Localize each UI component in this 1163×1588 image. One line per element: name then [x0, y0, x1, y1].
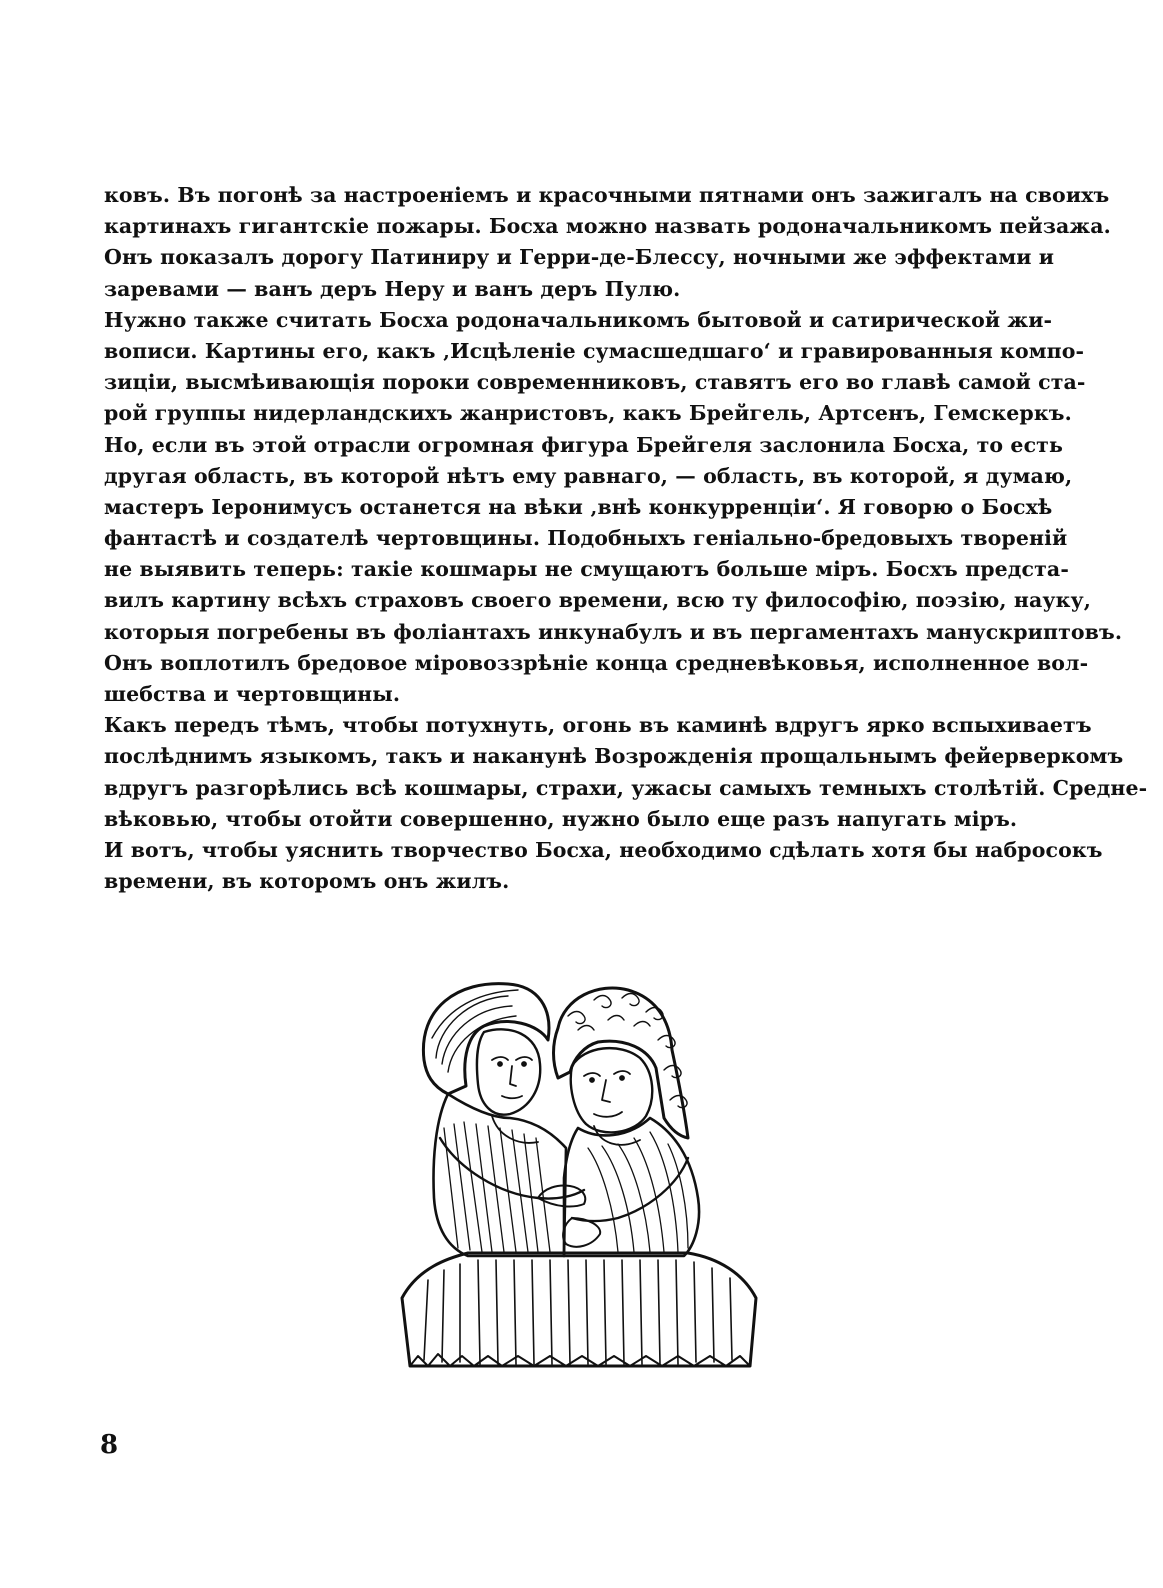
text-line: Онъ показалъ дорогу Патиниру и Герри-де-Блессу, ночными же эффектами и — [104, 245, 1055, 270]
text-line: Но, если въ этой отрасли огромная фигура Брейгеля заслонила Босха, то есть — [104, 432, 1063, 457]
text-line: которыя погребены въ фолiантахъ инкунабулъ и въ пергаментахъ манускриптовъ. — [104, 619, 1123, 644]
text-line: Нужно также считать Босха родоначальникомъ бытовой и сатирической жи- — [104, 307, 1053, 332]
text-line: зицiи, высмѣивающiя пороки современниковъ, ставятъ его во главѣ самой ста- — [104, 370, 1086, 395]
text-line: не выявить теперь: такiе кошмары не смущаютъ больше мiръ. Босхъ предста- — [104, 557, 1069, 582]
text-line: времени, въ которомъ онъ жилъ. — [104, 869, 510, 894]
woodcut-illustration — [388, 968, 764, 1388]
hand-left — [538, 1186, 585, 1207]
text-line: Какъ передъ тѣмъ, чтобы потухнуть, огонь въ каминѣ вдругъ ярко вспыхиваетъ — [104, 713, 1092, 738]
text-line: вдругъ разгорѣлись всѣ кошмары, страхи, ужасы самыхъ темныхъ столѣтiй. Средне- — [104, 775, 1148, 800]
text-line: послѣднимъ языкомъ, такъ и наканунѣ Возрожденiя прощальнымъ фейерверкомъ — [104, 744, 1124, 769]
hand-right — [563, 1218, 600, 1247]
body-left — [434, 1094, 566, 1256]
body-text — [104, 180, 1148, 897]
skirt-hatching — [424, 1260, 732, 1364]
text-line: фантастѣ и создателѣ чертовщины. Подобныхъ генiально-бредовыхъ творенiй — [104, 526, 1068, 551]
face-left — [477, 1029, 540, 1114]
page-number: 8 — [100, 1430, 119, 1460]
text-line: ковъ. Въ погонѣ за настроенiемъ и красочными пятнами онъ зажигалъ на своихъ — [104, 183, 1110, 207]
text-line: заревами — ванъ деръ Неру и ванъ деръ Пулю. — [104, 276, 681, 301]
face-right — [571, 1048, 652, 1132]
text-line: рой группы нидерландскихъ жанристовъ, какъ Брейгель, Артсенъ, Гемскеркъ. — [104, 401, 1072, 426]
text-line: Онъ воплотилъ бредовое мiровоззрѣнiе конца средневѣковья, исполненное вол- — [104, 650, 1089, 675]
text-line: вѣковью, чтобы отойти совершенно, нужно было еще разъ напугать мiръ. — [104, 806, 1018, 831]
text-line: И вотъ, чтобы уяснить творчество Босха, необходимо сдѣлать хотя бы набросокъ — [104, 837, 1103, 862]
text-line: другая область, въ которой нѣтъ ему равнаго, — область, въ которой, я думаю, — [104, 463, 1073, 488]
arm-left — [440, 1138, 584, 1199]
text-line: вописи. Картины его, какъ ‚Исцѣленiе сумасшедшаго‘ и гравированныя компо- — [104, 338, 1085, 363]
text-line: мастеръ Iеронимусъ останется на вѣки ‚внѣ конкурренцiи‘. Я говорю о Босхѣ — [104, 494, 1053, 519]
skirt-hem — [410, 1354, 750, 1366]
text-line: картинахъ гигантскiе пожары. Босха можно назвать родоначальникомъ пейзажа. — [104, 214, 1111, 239]
skirt-outline — [402, 1253, 756, 1366]
text-line: шебства и чертовщины. — [104, 682, 401, 706]
text-line: вилъ картину всѣхъ страховъ своего времени, всю ту философiю, поэзiю, науку, — [104, 588, 1091, 613]
